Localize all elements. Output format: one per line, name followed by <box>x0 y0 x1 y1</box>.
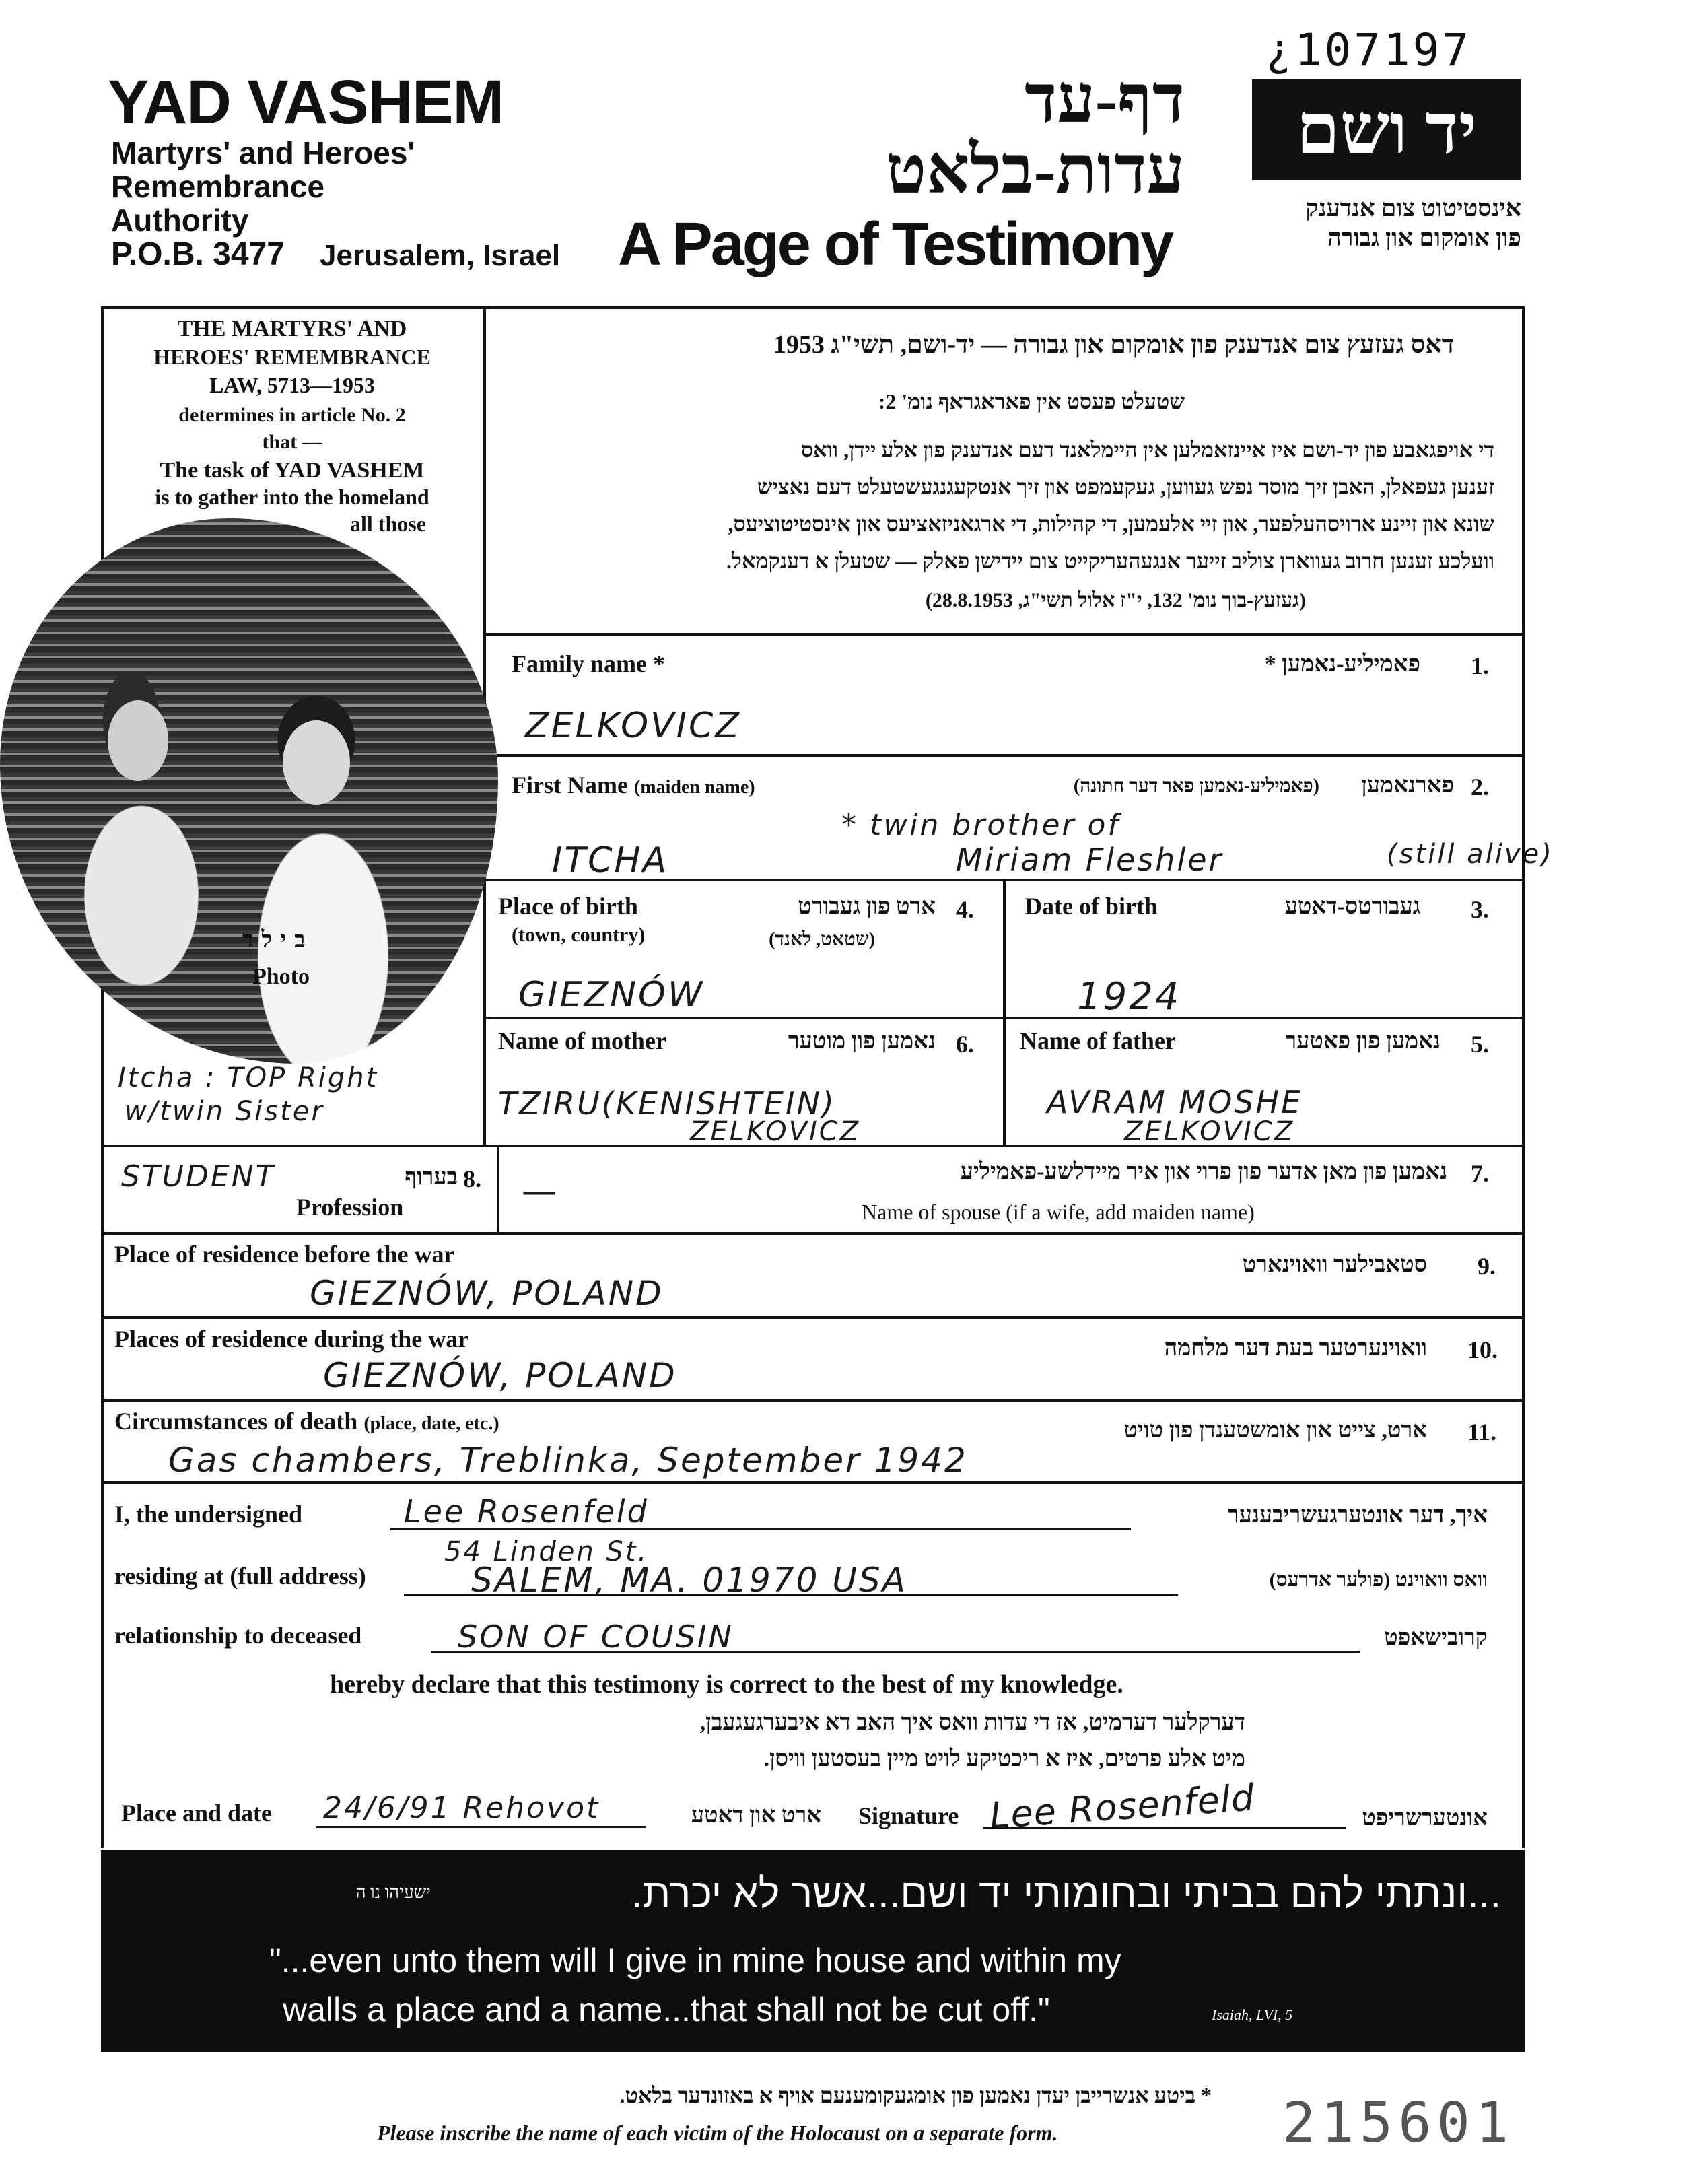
relationship-label: relationship to deceased <box>114 1622 362 1649</box>
yad-vashem-logo <box>1252 79 1521 180</box>
mother-name-label: Name of mother <box>498 1027 666 1054</box>
profession-label: Profession <box>296 1194 404 1221</box>
law-heb-body-5: (געזעץ-בוך נומ' 132, י"ז אלול תשי"ג, 28.8.1953) <box>925 589 1306 611</box>
place-date-heb: ארט און דאטע <box>691 1803 821 1828</box>
residence-before-heb: סטאבילער וואוינארט <box>1242 1252 1427 1277</box>
law-title-3: LAW, 5713—1953 <box>209 373 375 397</box>
death-circumstances-heb: ארט, צייט און אומשטענדן פון טויט <box>1123 1418 1427 1443</box>
father-name-label: Name of father <box>1020 1027 1176 1054</box>
twin-note-3: (still alive) <box>1387 839 1554 870</box>
address-line-1[interactable]: 54 Linden St. <box>444 1536 649 1567</box>
law-heb-body-3: שונא און זיינע ארויסהעלפער, און זיי אלעמען, די קהילות, די ארגאניזאציעס און אינסטיטוציעס, <box>728 512 1494 536</box>
form-left-border <box>101 306 104 1848</box>
declaration-heb-2: מיט אלע פרטים, איז א ריכטיקע לויט מיין בעסטען וויסן. <box>763 1746 1245 1771</box>
banner-hebrew: ...ונתתי להם בביתי ובחומותי יד ושם...אשר לא יכרת. <box>631 1871 1501 1916</box>
father-name-value-2: ZELKOVICZ <box>1124 1116 1295 1147</box>
undersigned-line <box>390 1528 1131 1530</box>
law-heb-subtitle: שטעלט פעסט אין פאראגראף נומ' 2: <box>878 389 1185 413</box>
place-of-birth-value[interactable]: GIEZNÓW <box>518 975 705 1015</box>
profession-num: 8. <box>463 1165 481 1192</box>
banner-english-1: "...even unto them will I give in mine house and within my <box>269 1942 1121 1979</box>
declaration-heb-1: דערקלער דערמיט, אז די עדות וואס איך האב דא איבערגעגעבן, <box>699 1710 1245 1735</box>
father-name-heb: נאמען פון פאטער <box>1285 1029 1440 1054</box>
row-1-border <box>483 754 1523 757</box>
death-circumstances-num: 11. <box>1467 1419 1497 1445</box>
father-name-num: 5. <box>1471 1031 1489 1058</box>
spouse-value[interactable]: — <box>522 1171 559 1212</box>
profession-heb: בערוף <box>405 1165 458 1190</box>
photo-label: Photo <box>252 964 310 989</box>
law-heb-title: דאס געזעץ צום אנדענק פון אומקום און גבורה — יד-ושם, תשי"ג 1953 <box>773 331 1454 359</box>
mother-name-num: 6. <box>956 1031 974 1058</box>
death-circumstances-value[interactable]: Gas chambers, Treblinka, September 1942 <box>168 1441 968 1480</box>
place-of-birth-num: 4. <box>956 896 974 923</box>
row-10-border <box>101 1399 1525 1402</box>
law-line-6: The task of YAD VASHEM <box>160 458 425 483</box>
row-9-border <box>101 1316 1525 1319</box>
first-name-heb-note: (פאמיליע-נאמען פאר דער חתונה) <box>1073 776 1319 796</box>
form-right-border <box>1522 306 1525 1848</box>
date-of-birth-label: Date of birth <box>1025 893 1158 920</box>
signature-value[interactable]: Lee Rosenfeld <box>988 1776 1257 1837</box>
declaration-text: hereby declare that this testimony is correct to the best of my knowledge. <box>330 1670 1123 1699</box>
date-of-birth-heb: געבורטס-דאטע <box>1284 894 1420 919</box>
residence-before-value[interactable]: GIEZNÓW, POLAND <box>310 1274 664 1313</box>
english-title: A Page of Testimony <box>618 211 1173 278</box>
spouse-label: Name of spouse (if a wife, add maiden name) <box>862 1200 1255 1224</box>
mother-name-heb: נאמען פון מוטער <box>788 1029 936 1054</box>
law-heb-body-2: זענען געפאלן, האבן זיך מוסר נפש געווען, געקעמפט און זיך אנטקעגנגעשטעלט דעם נאציש <box>757 475 1494 499</box>
death-circumstances-label <box>114 1407 499 1435</box>
residence-during-num: 10. <box>1467 1336 1498 1363</box>
law-title-2: HEROES' REMEMBRANCE <box>153 345 431 369</box>
date-of-birth-num: 3. <box>1471 896 1489 923</box>
spouse-heb: נאמען פון מאן אדער פון פרוי און איר מיידלשע-פאמיליע <box>960 1159 1447 1184</box>
family-name-label: Family name * <box>512 650 665 677</box>
banner-english-2: walls a place and a name...that shall not be cut off." <box>283 1991 1050 2028</box>
family-name-heb: פאמיליע-נאמען * <box>1264 652 1420 677</box>
death-circumstances-label-text: Circumstances of death <box>114 1408 358 1435</box>
first-name-num: 2. <box>1471 774 1489 800</box>
footer-stamp-number: 215601 <box>1282 2091 1515 2155</box>
signature-heb: אונטערשריפט <box>1362 1806 1488 1831</box>
org-pob: P.O.B. 3477 <box>111 236 285 272</box>
undersigned-heb: איך, דער אונטערגעשריבענער <box>1227 1503 1488 1528</box>
photo-caption-1: Itcha : TOP Right <box>118 1062 379 1093</box>
yiddish-title-1: דף-עד <box>1025 62 1185 137</box>
first-name-label <box>512 771 755 799</box>
law-line-5: that — <box>262 431 322 453</box>
spouse-num: 7. <box>1471 1160 1489 1187</box>
org-subtitle-1: Martyrs' and Heroes' <box>111 135 415 170</box>
place-of-birth-note: (town, country) <box>512 924 646 946</box>
profession-value[interactable]: STUDENT <box>121 1159 276 1194</box>
place-date-label: Place and date <box>121 1800 272 1827</box>
twin-note-2: Miriam Fleshler <box>956 842 1224 878</box>
relationship-heb: קרובישאפט <box>1384 1625 1488 1650</box>
yiddish-title-2: עדות-בלאט <box>885 133 1185 207</box>
undersigned-label: I, the undersigned <box>114 1501 303 1528</box>
signature-label: Signature <box>858 1802 959 1829</box>
org-subtitle-3: Authority <box>111 203 249 238</box>
place-date-value[interactable]: 24/6/91 Rehovot <box>323 1791 600 1825</box>
residence-before-label: Place of residence before the war <box>114 1241 455 1268</box>
scripture-banner <box>101 1850 1525 2052</box>
address-line-2[interactable]: SALEM, MA. 01970 USA <box>471 1561 907 1600</box>
place-of-birth-label: Place of birth <box>498 893 638 920</box>
law-heb-body-4: וועלכע זענען חרוב געווארן צוליב זייער אנגעהעריקייט צום יידישן פאלק — שטעלן א דענקמאל. <box>726 549 1494 573</box>
family-name-value[interactable]: ZELKOVICZ <box>525 706 741 746</box>
law-line-4: determines in article No. 2 <box>178 404 406 426</box>
undersigned-value[interactable]: Lee Rosenfeld <box>404 1493 649 1530</box>
banner-hebrew-ref: ישעיהו נו ה <box>355 1882 431 1902</box>
row-11-border <box>101 1481 1525 1484</box>
place-date-line <box>316 1826 646 1828</box>
logo-text: יד ושם <box>1296 91 1478 168</box>
family-name-num: 1. <box>1471 652 1489 679</box>
signature-line <box>983 1827 1346 1829</box>
serial-number-top: ¿107197 <box>1265 24 1472 76</box>
law-line-7: is to gather into the homeland <box>155 485 429 509</box>
residence-before-num: 9. <box>1478 1253 1496 1280</box>
law-line-8: all those <box>350 512 426 536</box>
date-of-birth-value[interactable]: 1924 <box>1077 975 1181 1019</box>
row-78-divider <box>497 1145 499 1232</box>
row-34-border <box>483 1017 1523 1019</box>
twin-note-1: * twin brother of <box>841 808 1120 842</box>
mother-name-value-2: ZELKOVICZ <box>690 1116 861 1147</box>
footer-hebrew: * ביטע אנשרייבן יעדן נאמען פון אומגעקומענעם אויף א באזונדער בלאט. <box>619 2083 1212 2107</box>
org-city: Jerusalem, Israel <box>320 239 561 272</box>
first-name-label-note: (maiden name) <box>633 777 755 798</box>
banner-ref: Isaiah, LVI, 5 <box>1212 2006 1293 2023</box>
residence-during-heb: וואוינערטער בעת דער מלחמה <box>1164 1336 1427 1361</box>
logo-caption-2: פון אומקום און גבורה <box>1327 224 1521 251</box>
org-subtitle-2: Remembrance <box>111 169 325 204</box>
footer-english: Please inscribe the name of each victim of the Holocaust on a separate form. <box>377 2121 1058 2145</box>
first-name-value[interactable]: ITCHA <box>552 840 669 881</box>
residence-during-label: Places of residence during the war <box>114 1326 469 1353</box>
father-name-value-1[interactable]: AVRAM MOSHE <box>1047 1084 1303 1120</box>
address-heb: וואס וואוינט (פולער אדרעס) <box>1269 1569 1488 1591</box>
place-of-birth-heb: ארט פון געבורט <box>798 894 936 919</box>
first-name-label-text: First Name <box>512 772 628 798</box>
photo-label-hebrew: בילד <box>242 928 314 953</box>
place-of-birth-heb-note: (שטאט, לאנד) <box>769 929 875 950</box>
law-bottom-border <box>483 633 1523 636</box>
photo-face-right <box>283 720 350 805</box>
photo-caption-2: w/twin Sister <box>125 1096 324 1127</box>
form-top-border <box>101 306 1525 309</box>
death-circumstances-label-note: (place, date, etc.) <box>363 1413 499 1434</box>
law-heb-body-1: די אויפגאבע פון יד-ושם איז איינזאמלען אין היימלאנד דעם אנדענק פון אלע יידן, וואס <box>800 438 1494 462</box>
photo-face-left <box>108 700 168 781</box>
residence-during-value[interactable]: GIEZNÓW, POLAND <box>323 1356 677 1395</box>
photo-of-victim <box>0 518 498 1064</box>
row-34-divider <box>1003 879 1006 1145</box>
law-title-1: THE MARTYRS' AND <box>177 316 407 341</box>
address-label: residing at (full address) <box>114 1563 366 1590</box>
address-line <box>404 1594 1178 1596</box>
relationship-line <box>431 1651 1360 1653</box>
relationship-value[interactable]: SON OF COUSIN <box>458 1618 734 1655</box>
first-name-heb: פארנאמען <box>1361 773 1454 798</box>
row-78-border <box>101 1232 1525 1235</box>
org-name: YAD VASHEM <box>108 68 504 137</box>
logo-caption-1: אינסטיטוט צום אנדענק <box>1305 195 1521 221</box>
mother-name-value-1[interactable]: TZIRU(KENISHTEIN) <box>498 1085 836 1122</box>
